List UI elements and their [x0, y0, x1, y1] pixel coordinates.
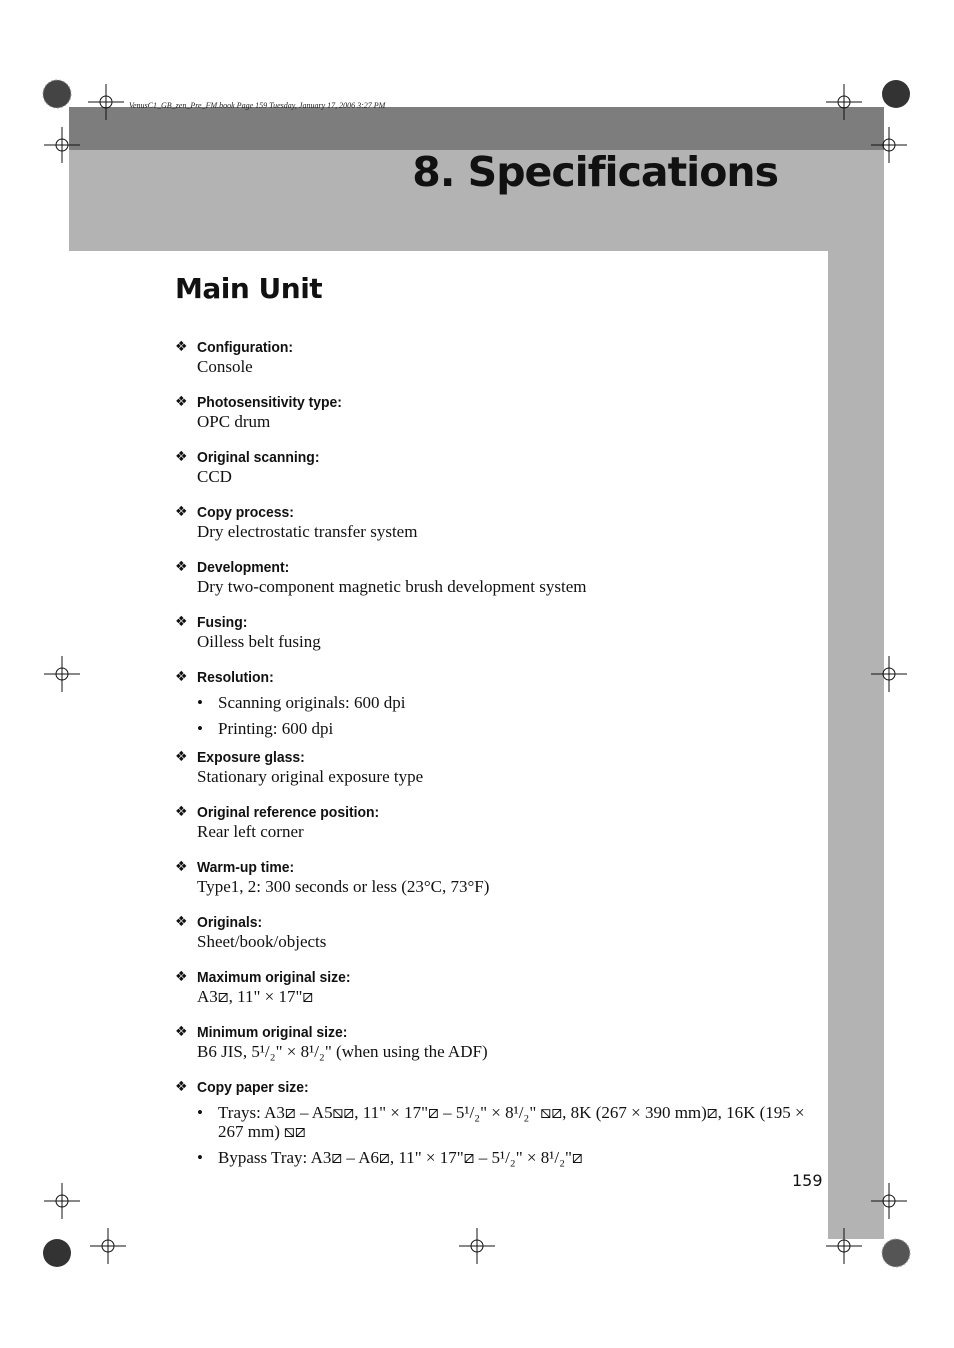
crosshair-icon [871, 127, 907, 163]
spec-heading [175, 667, 805, 687]
file-header-line: VenusC1_GB_zen_Pre_FM.book Page 159 Tuesday, January 17, 2006 3:27 PM [129, 101, 386, 110]
spec-bullet-item [197, 693, 805, 712]
spec-item [175, 557, 805, 597]
crosshair-icon [871, 656, 907, 692]
spec-item [175, 857, 805, 897]
spec-heading [175, 747, 805, 767]
spec-heading [175, 447, 805, 467]
spec-bullet-text: Trays: A3⧄ – A5⧅⧄, 11" × 17"⧄ – 5¹/₂" × 8¹/₂" ⧅⧄, 8K (267 × 390 mm)⧄, 16K (195 × 267 mm) ⧅⧄ [218, 1103, 805, 1141]
bullet-dot-icon: • [197, 1103, 203, 1122]
diamond-bullet-icon: ❖ [175, 614, 188, 630]
spec-value: Sheet/book/objects [197, 932, 327, 951]
diamond-bullet-icon: ❖ [175, 749, 188, 765]
spec-heading [175, 1077, 805, 1097]
spec-label: Copy process: [197, 503, 294, 521]
spec-label: Resolution: [197, 668, 274, 686]
spec-item [175, 802, 805, 842]
spec-label: Originals: [197, 913, 263, 931]
crosshair-icon [88, 84, 124, 120]
spec-heading [175, 912, 805, 932]
spec-bullet-text: Scanning originals: 600 dpi [218, 693, 406, 712]
diamond-bullet-icon: ❖ [175, 1024, 188, 1040]
spec-value: CCD [197, 467, 232, 486]
spec-bullet-list [197, 1103, 805, 1167]
section-title: Main Unit [175, 272, 323, 305]
diamond-bullet-icon: ❖ [175, 914, 188, 930]
diamond-bullet-icon: ❖ [175, 969, 188, 985]
spec-item [175, 667, 805, 738]
crosshair-icon [826, 1228, 862, 1264]
spec-item [175, 502, 805, 542]
spec-heading [175, 557, 805, 577]
spec-bullet-item [197, 719, 805, 738]
diamond-bullet-icon: ❖ [175, 669, 188, 685]
diamond-bullet-icon: ❖ [175, 859, 188, 875]
crosshair-icon [44, 127, 80, 163]
spec-value: Rear left corner [197, 822, 304, 841]
chapter-band-dark [69, 107, 884, 150]
spec-label: Exposure glass: [197, 748, 305, 766]
diamond-bullet-icon: ❖ [175, 504, 188, 520]
crosshair-icon [459, 1228, 495, 1264]
diamond-bullet-icon: ❖ [175, 559, 188, 575]
spec-value: Dry electrostatic transfer system [197, 522, 418, 541]
chapter-title: 8. Specifications [412, 148, 778, 196]
spec-heading [175, 337, 805, 357]
spec-label: Fusing: [197, 613, 248, 631]
crosshair-icon [44, 656, 80, 692]
spec-heading [175, 612, 805, 632]
spec-value: Type1, 2: 300 seconds or less (23°C, 73°F) [197, 877, 490, 896]
registration-wheel-icon [40, 1236, 74, 1270]
spec-label: Original scanning: [197, 448, 320, 466]
diamond-bullet-icon: ❖ [175, 1079, 188, 1095]
crosshair-icon [90, 1228, 126, 1264]
diamond-bullet-icon: ❖ [175, 804, 188, 820]
spec-value: A3⧄, 11" × 17"⧄ [197, 987, 314, 1006]
spec-item [175, 392, 805, 432]
spec-label: Maximum original size: [197, 968, 351, 986]
spec-bullet-item [197, 1103, 805, 1141]
bullet-dot-icon: • [197, 1148, 203, 1167]
spec-value: OPC drum [197, 412, 271, 431]
spec-heading [175, 1022, 805, 1042]
diamond-bullet-icon: ❖ [175, 394, 188, 410]
spec-heading [175, 392, 805, 412]
bullet-dot-icon: • [197, 693, 203, 712]
spec-label: Photosensitivity type: [197, 393, 342, 411]
spec-item [175, 1022, 805, 1062]
page-number: 159 [792, 1171, 823, 1190]
bullet-dot-icon: • [197, 719, 203, 738]
registration-wheel-icon [40, 77, 74, 111]
spec-heading [175, 802, 805, 822]
spec-label: Configuration: [197, 338, 294, 356]
spec-heading [175, 967, 805, 987]
registration-wheel-icon [879, 1236, 913, 1270]
spec-heading [175, 857, 805, 877]
spec-bullet-item [197, 1148, 805, 1167]
spec-item [175, 337, 805, 377]
spec-value: Dry two-component magnetic brush development system [197, 577, 587, 596]
spec-bullet-text: Printing: 600 dpi [218, 719, 334, 738]
spec-item [175, 967, 805, 1007]
spec-label: Original reference position: [197, 803, 380, 821]
side-thumb-bar [828, 251, 884, 1239]
spec-value: Stationary original exposure type [197, 767, 424, 786]
spec-value: Console [197, 357, 253, 376]
spec-list [175, 337, 805, 1176]
spec-label: Minimum original size: [197, 1023, 348, 1041]
spec-label: Warm-up time: [197, 858, 295, 876]
spec-bullet-text: Bypass Tray: A3⧄ – A6⧄, 11" × 17"⧄ – 5¹/₂" × 8¹/₂"⧄ [218, 1148, 583, 1167]
crosshair-icon [44, 1183, 80, 1219]
spec-item [175, 447, 805, 487]
spec-label: Copy paper size: [197, 1078, 309, 1096]
spec-item [175, 912, 805, 952]
diamond-bullet-icon: ❖ [175, 449, 188, 465]
crosshair-icon [871, 1183, 907, 1219]
spec-item [175, 747, 805, 787]
crosshair-icon [826, 84, 862, 120]
spec-value: Oilless belt fusing [197, 632, 321, 651]
spec-heading [175, 502, 805, 522]
spec-item [175, 1077, 805, 1167]
spec-bullet-list [197, 693, 805, 738]
spec-item [175, 612, 805, 652]
spec-label: Development: [197, 558, 290, 576]
registration-wheel-icon [879, 77, 913, 111]
diamond-bullet-icon: ❖ [175, 339, 188, 355]
spec-value: B6 JIS, 5¹/₂" × 8¹/₂" (when using the ADF) [197, 1042, 488, 1061]
